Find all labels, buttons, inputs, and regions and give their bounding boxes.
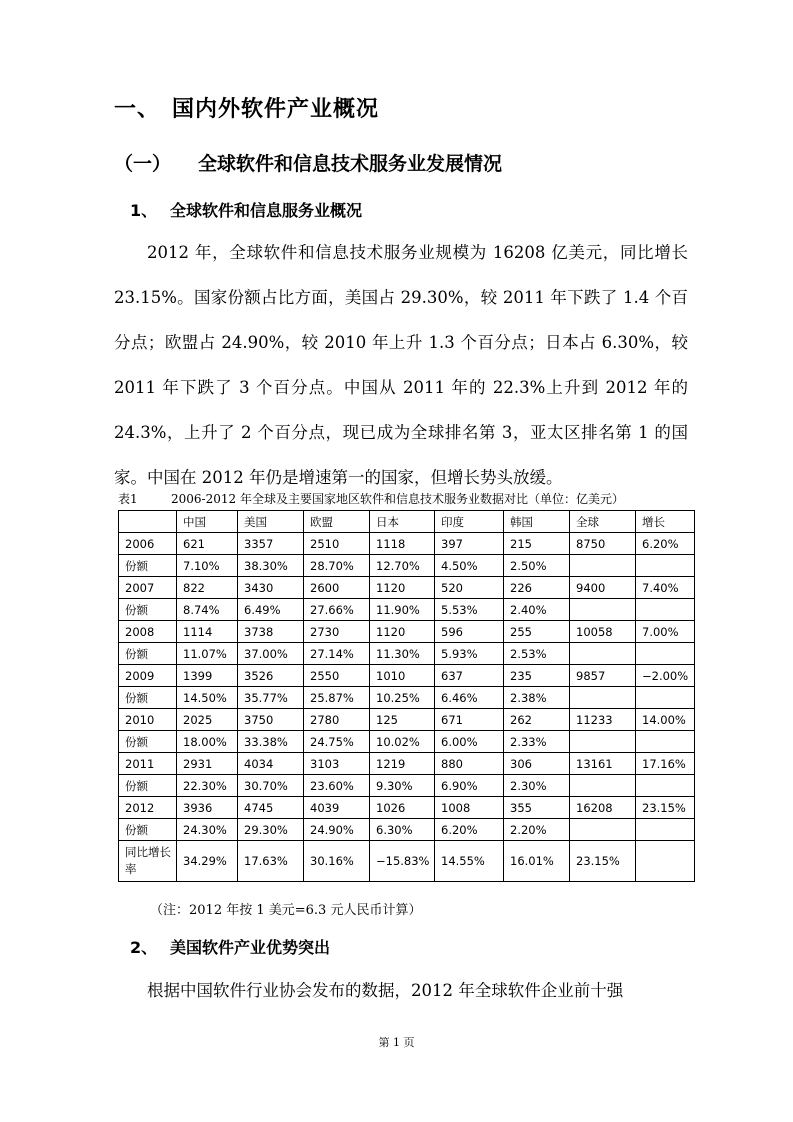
table-cell: 24.75% bbox=[304, 731, 370, 753]
section-heading-1 bbox=[130, 198, 362, 221]
table-cell: 18.00% bbox=[177, 731, 238, 753]
table-cell: 37.00% bbox=[238, 643, 304, 665]
table-cell: 1120 bbox=[370, 577, 435, 599]
table-cell: 671 bbox=[435, 709, 504, 731]
table-cell: 3103 bbox=[304, 753, 370, 775]
table-cell bbox=[636, 731, 695, 753]
table-cell: 3357 bbox=[238, 533, 304, 555]
table-header-cell: 韩国 bbox=[504, 511, 570, 533]
section-title: 全球软件和信息服务业概况 bbox=[170, 201, 363, 220]
table-cell: 7.00% bbox=[636, 621, 695, 643]
table-cell: −15.83% bbox=[370, 841, 435, 882]
table-cell: 3526 bbox=[238, 665, 304, 687]
table-row bbox=[119, 643, 695, 665]
table-cell: 23.60% bbox=[304, 775, 370, 797]
table-cell: 125 bbox=[370, 709, 435, 731]
table-cell: 24.30% bbox=[177, 819, 238, 841]
table-cell bbox=[636, 775, 695, 797]
table-cell: 2600 bbox=[304, 577, 370, 599]
table-cell: 8.74% bbox=[177, 599, 238, 621]
table-cell: 11233 bbox=[570, 709, 636, 731]
table-cell: 2012 bbox=[119, 797, 177, 819]
table-cell: 份额 bbox=[119, 687, 177, 709]
table-cell: 17.16% bbox=[636, 753, 695, 775]
table-cell: 9400 bbox=[570, 577, 636, 599]
section-title: 美国软件产业优势突出 bbox=[170, 938, 331, 957]
table-row bbox=[119, 797, 695, 819]
table-cell: 7.10% bbox=[177, 555, 238, 577]
table-cell: 1118 bbox=[370, 533, 435, 555]
table-cell: 24.90% bbox=[304, 819, 370, 841]
table-cell: 11.30% bbox=[370, 643, 435, 665]
heading-title: 国内外软件产业概况 bbox=[172, 97, 380, 122]
table-cell: 235 bbox=[504, 665, 570, 687]
table-cell: 2.20% bbox=[504, 819, 570, 841]
table-cell: 13161 bbox=[570, 753, 636, 775]
table-cell: 1010 bbox=[370, 665, 435, 687]
heading-level-1 bbox=[114, 92, 379, 123]
table-header-cell bbox=[119, 511, 177, 533]
table-cell: 1008 bbox=[435, 797, 504, 819]
table-cell bbox=[570, 687, 636, 709]
table-header-cell: 中国 bbox=[177, 511, 238, 533]
table-header-cell: 增长 bbox=[636, 511, 695, 533]
table-cell: 35.77% bbox=[238, 687, 304, 709]
heading-number: 一、 bbox=[114, 97, 161, 122]
table-cell: 份额 bbox=[119, 819, 177, 841]
table-cell: 份额 bbox=[119, 555, 177, 577]
table-cell: 637 bbox=[435, 665, 504, 687]
table-cell: 34.29% bbox=[177, 841, 238, 882]
table-header-cell: 日本 bbox=[370, 511, 435, 533]
table-cell: 16.01% bbox=[504, 841, 570, 882]
section-number: 2、 bbox=[130, 938, 158, 957]
table-cell: 23.15% bbox=[636, 797, 695, 819]
table-cell: 255 bbox=[504, 621, 570, 643]
table-cell: 4745 bbox=[238, 797, 304, 819]
table-cell: 4.50% bbox=[435, 555, 504, 577]
table-cell: 38.30% bbox=[238, 555, 304, 577]
table-row bbox=[119, 753, 695, 775]
table-cell: 2.30% bbox=[504, 775, 570, 797]
table-cell: 份额 bbox=[119, 599, 177, 621]
table-cell: 822 bbox=[177, 577, 238, 599]
table-cell: 2931 bbox=[177, 753, 238, 775]
heading-number: （一） bbox=[114, 153, 172, 175]
table-cell: 22.30% bbox=[177, 775, 238, 797]
table-cell: 1219 bbox=[370, 753, 435, 775]
table-cell bbox=[570, 819, 636, 841]
table-note: （注：2012 年按 1 美元=6.3 元人民币计算） bbox=[150, 903, 422, 918]
table-cell: 226 bbox=[504, 577, 570, 599]
table-cell bbox=[636, 841, 695, 882]
table-cell: 2007 bbox=[119, 577, 177, 599]
table-cell: 10058 bbox=[570, 621, 636, 643]
table-row bbox=[119, 665, 695, 687]
table-row bbox=[119, 819, 695, 841]
table-cell: 2010 bbox=[119, 709, 177, 731]
table-cell: 2.33% bbox=[504, 731, 570, 753]
table-cell: 4039 bbox=[304, 797, 370, 819]
table-cell: 262 bbox=[504, 709, 570, 731]
table-cell: 2.38% bbox=[504, 687, 570, 709]
table-cell: 14.50% bbox=[177, 687, 238, 709]
table-cell: 2008 bbox=[119, 621, 177, 643]
table-cell: 份额 bbox=[119, 643, 177, 665]
table-cell: 3738 bbox=[238, 621, 304, 643]
table-cell: 2780 bbox=[304, 709, 370, 731]
table-cell: 同比增长率 bbox=[119, 841, 177, 882]
table-caption bbox=[118, 490, 624, 507]
table-cell: 1026 bbox=[370, 797, 435, 819]
table-cell: 12.70% bbox=[370, 555, 435, 577]
table-header-row bbox=[119, 511, 695, 533]
table-cell: 6.00% bbox=[435, 731, 504, 753]
table-cell: 27.14% bbox=[304, 643, 370, 665]
table-cell: 3936 bbox=[177, 797, 238, 819]
heading-title: 全球软件和信息技术服务业发展情况 bbox=[198, 153, 503, 175]
table-cell: 7.40% bbox=[636, 577, 695, 599]
table-cell bbox=[570, 555, 636, 577]
table-cell: 2550 bbox=[304, 665, 370, 687]
table-cell: 2510 bbox=[304, 533, 370, 555]
table-cell bbox=[570, 643, 636, 665]
table-cell: 10.02% bbox=[370, 731, 435, 753]
table-caption-text: 2006-2012 年全球及主要国家地区软件和信息技术服务业数据对比（单位：亿美元） bbox=[171, 492, 624, 506]
table-cell: 11.90% bbox=[370, 599, 435, 621]
table-cell: 30.16% bbox=[304, 841, 370, 882]
table-cell: 520 bbox=[435, 577, 504, 599]
table-cell: 215 bbox=[504, 533, 570, 555]
table-cell: 1120 bbox=[370, 621, 435, 643]
section-heading-2 bbox=[130, 935, 330, 958]
table-cell: 355 bbox=[504, 797, 570, 819]
table-cell bbox=[636, 819, 695, 841]
table-row bbox=[119, 555, 695, 577]
table-row bbox=[119, 599, 695, 621]
table-cell: 2006 bbox=[119, 533, 177, 555]
data-table bbox=[118, 510, 695, 882]
table-cell: 份额 bbox=[119, 731, 177, 753]
table-cell: 880 bbox=[435, 753, 504, 775]
table-cell: 9.30% bbox=[370, 775, 435, 797]
table-cell bbox=[636, 643, 695, 665]
table-cell: 16208 bbox=[570, 797, 636, 819]
table-cell: 30.70% bbox=[238, 775, 304, 797]
table-cell: 8750 bbox=[570, 533, 636, 555]
table-cell: 2009 bbox=[119, 665, 177, 687]
table-cell bbox=[570, 775, 636, 797]
table-cell: 23.15% bbox=[570, 841, 636, 882]
page-number: 第 1 页 bbox=[378, 1036, 415, 1049]
body-paragraph-1: 2012 年，全球软件和信息技术服务业规模为 16208 亿美元，同比增长 23.15%。国家份额占比方面，美国占 29.30%，较 2011 年下跌了 1.4 个百分点；欧盟占 24.90%，较 2010 年上升 1.3 个百分点；日本占 6.30%，较 2011 年下跌了 3 个百分点。中国从 2011 年的 22.3%上升到 2012 年的 24.3%，上升了 2 个百分点，现已成为全球排名第 3，亚太区排名第 1 的国家。中国在 2012 年仍是增速第一的国家，但增长势头放缓。 bbox=[114, 243, 688, 487]
table-cell: 10.25% bbox=[370, 687, 435, 709]
section-number: 1、 bbox=[130, 201, 158, 220]
table-cell: 2730 bbox=[304, 621, 370, 643]
table-cell: 6.30% bbox=[370, 819, 435, 841]
table-row bbox=[119, 687, 695, 709]
table-row bbox=[119, 533, 695, 555]
table-caption-label: 表1 bbox=[118, 492, 138, 506]
table-cell: 11.07% bbox=[177, 643, 238, 665]
table-cell: 2.40% bbox=[504, 599, 570, 621]
table-cell bbox=[570, 599, 636, 621]
table-cell: 6.20% bbox=[636, 533, 695, 555]
table-cell: 3430 bbox=[238, 577, 304, 599]
table-row bbox=[119, 731, 695, 753]
table-cell: 3750 bbox=[238, 709, 304, 731]
table-row bbox=[119, 775, 695, 797]
table-cell: 2.50% bbox=[504, 555, 570, 577]
table-header-cell: 美国 bbox=[238, 511, 304, 533]
table-cell: 397 bbox=[435, 533, 504, 555]
table-cell bbox=[570, 731, 636, 753]
table-cell: 1399 bbox=[177, 665, 238, 687]
table-row bbox=[119, 621, 695, 643]
table-cell: −2.00% bbox=[636, 665, 695, 687]
table-cell: 29.30% bbox=[238, 819, 304, 841]
table-cell: 6.90% bbox=[435, 775, 504, 797]
table-cell: 2.53% bbox=[504, 643, 570, 665]
body-paragraph-2: 根据中国软件行业协会发布的数据，2012 年全球软件企业前十强 bbox=[147, 981, 624, 1000]
table-cell: 1114 bbox=[177, 621, 238, 643]
table-cell: 6.49% bbox=[238, 599, 304, 621]
table-cell: 份额 bbox=[119, 775, 177, 797]
table-cell: 33.38% bbox=[238, 731, 304, 753]
table-cell: 27.66% bbox=[304, 599, 370, 621]
table-cell: 14.00% bbox=[636, 709, 695, 731]
table-cell: 28.70% bbox=[304, 555, 370, 577]
table-cell bbox=[636, 555, 695, 577]
table-cell: 2025 bbox=[177, 709, 238, 731]
table-row bbox=[119, 709, 695, 731]
table-cell: 2011 bbox=[119, 753, 177, 775]
table-header-cell: 欧盟 bbox=[304, 511, 370, 533]
table-header-cell: 印度 bbox=[435, 511, 504, 533]
table-cell: 6.20% bbox=[435, 819, 504, 841]
table-cell: 9857 bbox=[570, 665, 636, 687]
heading-level-2 bbox=[114, 149, 502, 176]
table-cell: 306 bbox=[504, 753, 570, 775]
table-cell bbox=[636, 687, 695, 709]
table-cell: 17.63% bbox=[238, 841, 304, 882]
table-cell: 6.46% bbox=[435, 687, 504, 709]
table-cell: 621 bbox=[177, 533, 238, 555]
table-cell: 5.93% bbox=[435, 643, 504, 665]
table-cell bbox=[636, 599, 695, 621]
table-row bbox=[119, 841, 695, 882]
table-cell: 14.55% bbox=[435, 841, 504, 882]
table-row bbox=[119, 577, 695, 599]
table-cell: 5.53% bbox=[435, 599, 504, 621]
table-cell: 4034 bbox=[238, 753, 304, 775]
table-header-cell: 全球 bbox=[570, 511, 636, 533]
table-cell: 25.87% bbox=[304, 687, 370, 709]
table-cell: 596 bbox=[435, 621, 504, 643]
